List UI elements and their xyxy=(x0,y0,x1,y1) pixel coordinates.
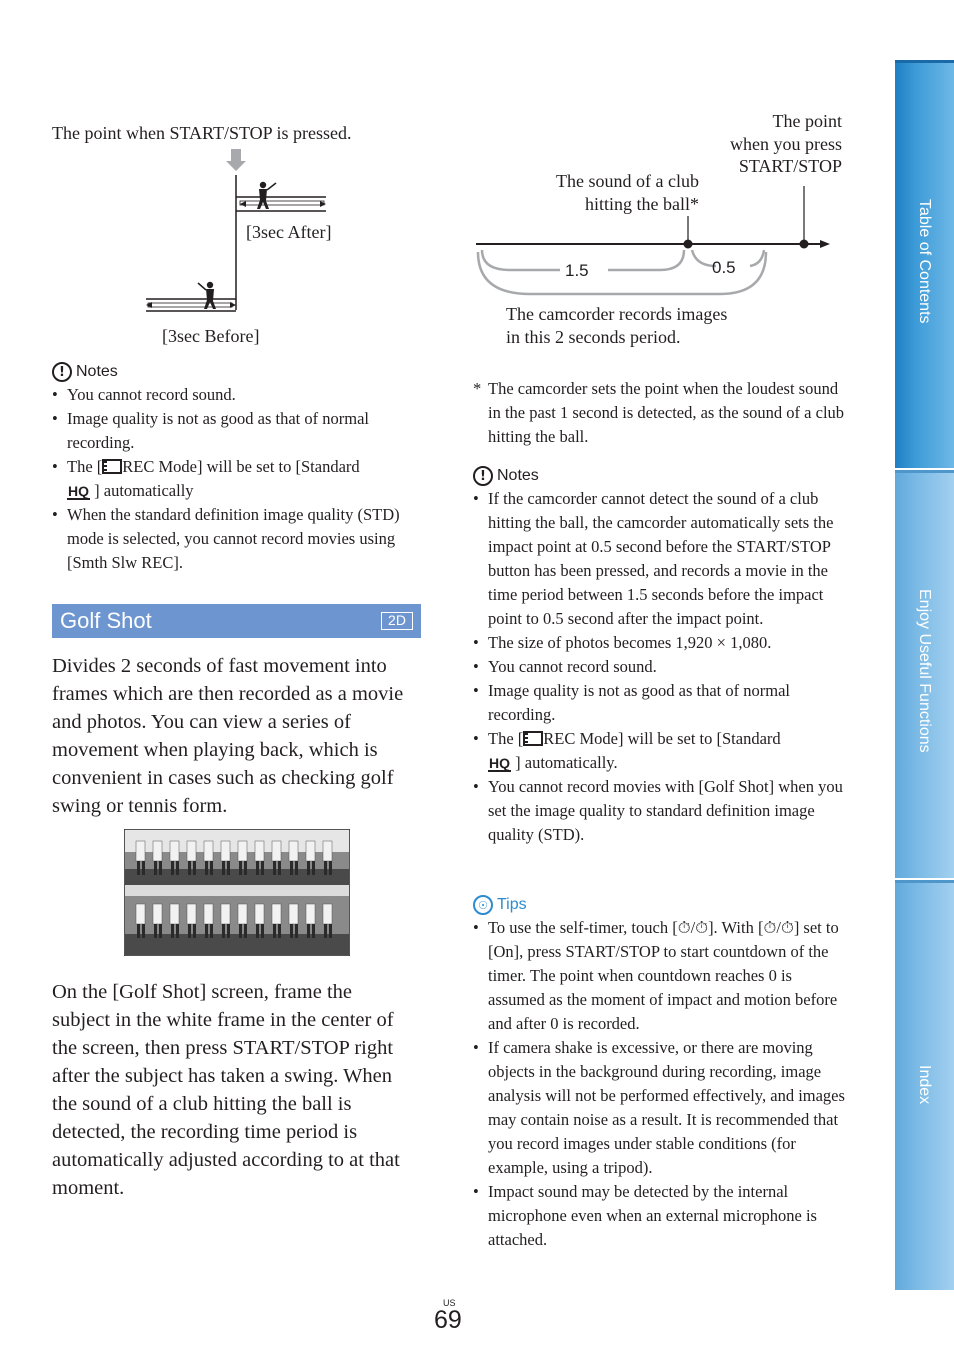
right-notes xyxy=(473,466,845,847)
before-bar xyxy=(146,299,236,311)
list-item: • You cannot record sound. xyxy=(52,383,412,407)
list-item: • If camera shake is excessive, or there are moving objects in the background during recording, image analysis will not be performed effectively, and images may contain noise as a result. It is recommended that you record images under stable conditions (for example, using a tripod). xyxy=(473,1036,845,1180)
warning-icon: ! xyxy=(52,362,72,382)
hq-icon: HQ xyxy=(489,755,510,771)
list-item: • If the camcorder cannot detect the sound of a club hitting the ball, the camcorder automatically sets the impact point at 0.5 second before the START/STOP button has been pressed, and records a movie in the time period between 1.5 seconds before the impact point to 0.5 second after the impact point. xyxy=(473,487,845,631)
footnote-text: The camcorder sets the point when the loudest sound in the past 1 second is detected, as the sound of a club hitting the ball. xyxy=(488,379,845,446)
golf-sequence-photo xyxy=(124,829,350,956)
list-item: • The size of photos becomes 1,920 × 1,080. xyxy=(473,631,845,655)
list-item: • Image quality is not as good as that of normal recording. xyxy=(52,407,412,455)
list-item: • To use the self-timer, touch [⏱/⏱]. With [⏱/⏱] set to [On], press START/STOP to start countdown of the timer. The point when countdown reaches 0 is assumed as the moment of impact and motion before and after 0 is recorded. xyxy=(473,916,845,1036)
notes-heading: Notes xyxy=(497,467,539,484)
section-header xyxy=(52,604,421,638)
hq-icon: HQ xyxy=(68,483,89,499)
list-item: • Impact sound may be detected by the internal microphone even when an external microphone is attached. xyxy=(473,1180,845,1252)
tips-heading: Tips xyxy=(497,896,527,913)
usage-paragraph: On the [Golf Shot] screen, frame the subject in the white frame in the center of the screen, then press START/STOP right after the subject has taken a swing. When the sound of a club hitting the ball is detected, the recording time period is automatically adjusted according to at that moment. xyxy=(52,981,400,1199)
pressed-label: The point when START/STOP is pressed. xyxy=(52,123,352,143)
tab-label-index: Index xyxy=(915,1065,933,1105)
warning-icon: ! xyxy=(473,466,493,486)
footnote xyxy=(473,377,845,449)
tab-index[interactable] xyxy=(895,880,954,1290)
section-title: Golf Shot xyxy=(60,608,152,633)
self-timer-icon: ⏱ xyxy=(677,918,691,937)
footnote-mark: * xyxy=(473,379,482,398)
notes-heading: Notes xyxy=(76,363,118,380)
self-timer-on-icon: ⏱ xyxy=(695,918,709,937)
point-label: The point when you press START/STOP xyxy=(730,111,842,176)
before-label: [3sec Before] xyxy=(162,326,260,346)
list-item: • When the standard definition image quality (STD) mode is selected, you cannot record movies using [Smth Slw REC]. xyxy=(52,503,412,575)
golfer-before-icon xyxy=(198,282,216,309)
list-item: • The [ REC Mode] will be set to [Standard HQ ] automatically xyxy=(52,455,412,503)
film-icon xyxy=(523,731,543,746)
sound-label: The sound of a club hitting the ball* xyxy=(556,171,699,214)
timeline-diagram xyxy=(470,180,840,300)
after-label: [3sec After] xyxy=(246,222,332,242)
tab-enjoy-useful-functions[interactable] xyxy=(895,470,954,878)
region-code: US xyxy=(443,1298,456,1308)
list-item: • The [ REC Mode] will be set to [Standard HQ ] automatically. xyxy=(473,727,845,775)
film-icon xyxy=(102,459,122,474)
after-bar xyxy=(236,197,326,211)
intro-paragraph: Divides 2 seconds of fast movement into frames which are then recorded as a movie and photos. You can view a series of movement when playing back, which is convenient in cases such as checking golf swing or tennis form. xyxy=(52,655,404,817)
self-timer-icon: ⏱ xyxy=(763,918,777,937)
list-item: • You cannot record movies with [Golf Shot] when you set the image quality to standard definition image quality (STD). xyxy=(473,775,845,847)
left-notes xyxy=(52,362,412,575)
list-item: • You cannot record sound. xyxy=(473,655,845,679)
tips-section xyxy=(473,895,845,1252)
timeline-caption: The camcorder records images in this 2 seconds period. xyxy=(506,304,728,347)
tab-label-toc: Table of Contents xyxy=(915,199,933,324)
lightbulb-icon: ☉ xyxy=(473,895,493,915)
self-timer-on-icon: ⏱ xyxy=(780,918,794,937)
tab-table-of-contents[interactable] xyxy=(895,60,954,468)
down-arrow-icon xyxy=(226,149,246,171)
span-after-label: 0.5 xyxy=(712,258,736,277)
tab-label-functions: Enjoy Useful Functions xyxy=(915,589,933,753)
list-item: • Image quality is not as good as that of normal recording. xyxy=(473,679,845,727)
span-before-label: 1.5 xyxy=(565,261,589,280)
page-number: 69 xyxy=(434,1306,462,1334)
2d-badge: 2D xyxy=(381,612,413,630)
